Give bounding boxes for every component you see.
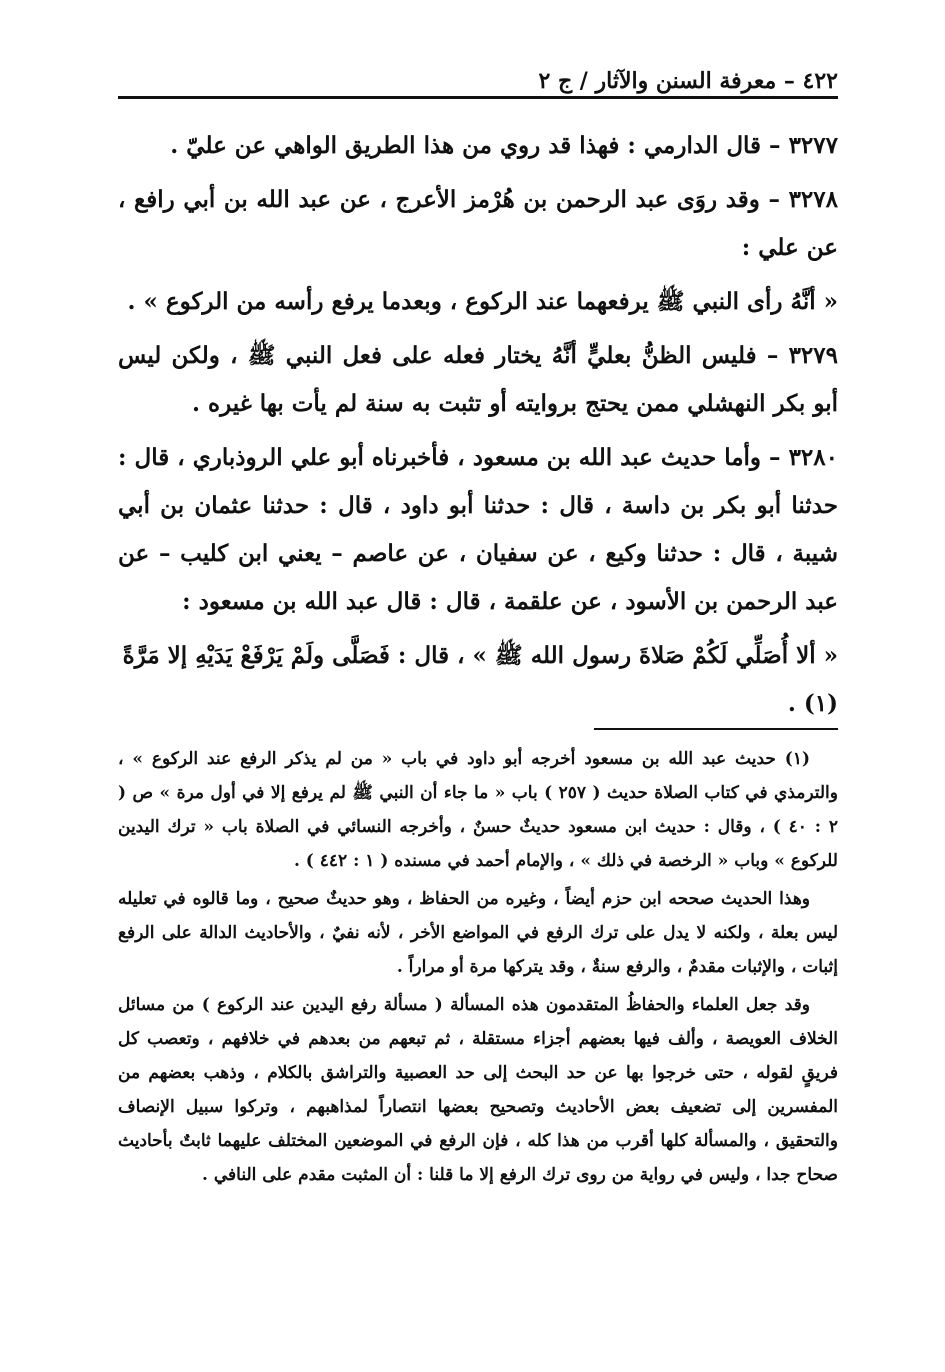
footnotes xyxy=(118,742,838,1196)
hadith-3277: ٣٢٧٧ – قال الدارمي : فهذا قد روي من هذا الطريق الواهي عن عليّ . xyxy=(170,132,838,159)
footnote-1: (١) حديث عبد الله بن مسعود أخرجه أبو داود في باب « من لم يذكر الرفع عند الركوع » ، والترمذي في كتاب الصلاة حديث ( ٢٥٧ ) باب « ما جاء أن النبي ﷺ لم يرفع إلا في أول مرة » ص ( ٢ : ٤٠ ) ، وقال : حديث ابن مسعود حديثٌ حسنٌ ، وأخرجه النسائي في الصلاة باب « ترك اليدين للركوع » وباب « الرخصة في ذلك » ، والإمام أحمد في مسنده ( ١ : ٤٤٢ ) . xyxy=(118,749,838,871)
hadith-3280: ٣٢٨٠ – وأما حديث عبد الله بن مسعود ، فأخبرناه أبو علي الروذباري ، قال : حدثنا أبو بكر بن داسة ، قال : حدثنا أبو داود ، قال : حدثنا عثمان بن أبي شيبة ، قال : حدثنا وكيع ، عن سفيان ، عن عاصم – يعني ابن كليب – عن عبد الرحمن بن الأسود ، عن علقمة ، قال : قال عبد الله بن مسعود : xyxy=(118,444,838,615)
main-text xyxy=(118,122,838,734)
quote-3280: « ألا أُصَلِّي لَكُمْ صَلاةَ رسول الله ﷺ » ، قال : فَصَلَّى ولَمْ يَرْفَعْ يَدَيْهِ إلا مَرَّةً (١) . xyxy=(122,642,838,717)
hadith-3278: ٣٢٧٨ – وقد روَى عبد الرحمن بن هُرْمز الأعرج ، عن عبد الله بن أبي رافع ، عن علي : xyxy=(118,186,838,261)
footnote-note-3: وقد جعل العلماء والحفاظُ المتقدمون هذه المسألة ( مسألة رفع اليدين عند الركوع ) من مسائل الخلاف العويصة ، وألف فيها بعضهم أجزاء مستقلة ، ثم تبعهم من بعدهم في خلافهم ، وتعصب كل فريقٍ لقوله ، حتى خرجوا بها عن حد البحث إلى حد العصبية والتراشق بالكلام ، وذهب بعضهم من المفسرين إلى تضعيف بعض الأحاديث وتصحيح بعضها انتصاراً لمذاهبهم ، وتركوا سبيل الإنصاف والتحقيق ، والمسألة كلها أقرب من هذا كله ، فإن الرفع في الموضعين المختلف عليهما ثابتٌ بأحاديث صحاح جدا ، وليس في رواية من روى ترك الرفع إلا ما قلنا : أن المثبت مقدم على النافي . xyxy=(118,995,838,1185)
footnote-divider xyxy=(594,728,838,730)
page-header-title: ٤٢٢ – معرفة السنن والآثار / ج ٢ xyxy=(528,68,838,94)
page-header xyxy=(118,68,838,102)
header-rule xyxy=(118,96,838,99)
footnote-note-2: وهذا الحديث صححه ابن حزم أيضاً ، وغيره من الحفاظ ، وهو حديثٌ صحيح ، وما قالوه في تعليله ليس بعلة ، ولكنه لا يدل على ترك الرفع في المواضع الأخر ، لأنه نفيٌ ، والأحاديث الدالة على الرفع إثبات ، والإثبات مقدمٌ ، والرفع سنةٌ ، وقد يتركها مرة أو مراراً . xyxy=(118,889,838,977)
hadith-3279: ٣٢٧٩ – فليس الظنُّ بعليٍّ أنَّهُ يختار فعله على فعل النبي ﷺ ، ولكن ليس أبو بكر النهشلي ممن يحتج بروايته أو تثبت به سنة لم يأت بها غيره . xyxy=(118,342,838,417)
quote-3278: « أنَّهُ رأى النبي ﷺ يرفعهما عند الركوع ، وبعدما يرفع رأسه من الركوع » . xyxy=(127,288,838,315)
